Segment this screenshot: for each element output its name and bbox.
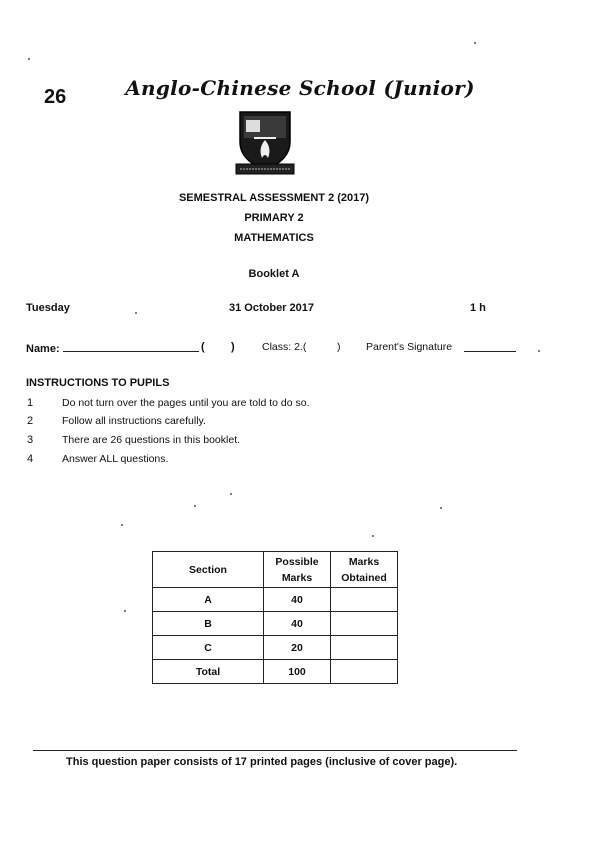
header-possible-line1: Possible — [275, 555, 319, 568]
exam-duration: 1 h — [470, 302, 486, 314]
parent-signature-field[interactable] — [464, 341, 516, 352]
scan-speck — [28, 58, 30, 60]
scan-speck — [474, 42, 476, 44]
table-row — [153, 612, 398, 636]
header-obtained-line2: Obtained — [341, 571, 387, 584]
instruction-number: 1 — [27, 397, 34, 409]
parent-signature-label: Parent's Signature — [366, 341, 453, 353]
possible-cell: 40 — [264, 588, 331, 612]
index-paren-close: ) — [231, 341, 235, 353]
instruction-text: There are 26 questions in this booklet. — [62, 434, 241, 446]
section-cell: B — [153, 612, 264, 636]
section-cell: C — [153, 636, 264, 660]
level: PRIMARY 2 — [244, 212, 304, 224]
instructions-heading: INSTRUCTIONS TO PUPILS — [26, 377, 170, 389]
table-row — [153, 588, 398, 612]
school-name: Anglo-Chinese School (Junior) — [125, 76, 475, 100]
header-section: Section — [153, 552, 264, 588]
name-field[interactable] — [63, 341, 199, 352]
section-cell: A — [153, 588, 264, 612]
assessment-title: SEMESTRAL ASSESSMENT 2 (2017) — [178, 192, 370, 204]
obtained-cell[interactable] — [331, 660, 398, 684]
instruction-number: 3 — [27, 434, 34, 446]
exam-day: Tuesday — [26, 302, 70, 314]
possible-cell: 40 — [264, 612, 331, 636]
possible-cell: 20 — [264, 636, 331, 660]
class-paren-close: ) — [337, 341, 341, 353]
class-label: Class: 2.( — [262, 341, 307, 353]
exam-date: 31 October 2017 — [229, 302, 314, 314]
header-possible-line2: Marks — [281, 571, 313, 584]
scan-speck — [372, 535, 374, 537]
instruction-number: 4 — [27, 453, 34, 465]
instruction-text: Follow all instructions carefully. — [62, 415, 206, 427]
table-header-row — [153, 552, 398, 588]
table-row — [153, 636, 398, 660]
footer-divider — [33, 750, 517, 751]
footer-note: This question paper consists of 17 printed pages (inclusive of cover page). — [66, 756, 458, 768]
scan-speck — [124, 610, 126, 612]
student-fields-row — [26, 341, 199, 355]
subject: MATHEMATICS — [234, 232, 314, 244]
school-crest-icon — [234, 108, 296, 178]
possible-cell: 100 — [264, 660, 331, 684]
section-cell: Total — [153, 660, 264, 684]
obtained-cell[interactable] — [331, 636, 398, 660]
header-possible-marks — [264, 552, 331, 588]
marks-table — [152, 551, 398, 684]
table-row-total — [153, 660, 398, 684]
scan-speck — [121, 524, 123, 526]
header-marks-obtained — [331, 552, 398, 588]
instruction-number: 2 — [27, 415, 34, 427]
scan-speck — [230, 493, 232, 495]
obtained-cell[interactable] — [331, 588, 398, 612]
scan-speck — [194, 505, 196, 507]
instruction-text: Do not turn over the pages until you are told to do so. — [62, 397, 310, 409]
instruction-text: Answer ALL questions. — [62, 453, 169, 465]
scan-speck — [440, 507, 442, 509]
scan-speck — [135, 312, 137, 314]
booklet-label: Booklet A — [248, 268, 300, 280]
page-number: 26 — [44, 86, 67, 108]
index-paren-open: ( — [201, 341, 205, 353]
scan-speck — [538, 350, 540, 352]
header-obtained-line1: Marks — [348, 555, 380, 568]
name-label: Name: — [26, 343, 60, 355]
obtained-cell[interactable] — [331, 612, 398, 636]
